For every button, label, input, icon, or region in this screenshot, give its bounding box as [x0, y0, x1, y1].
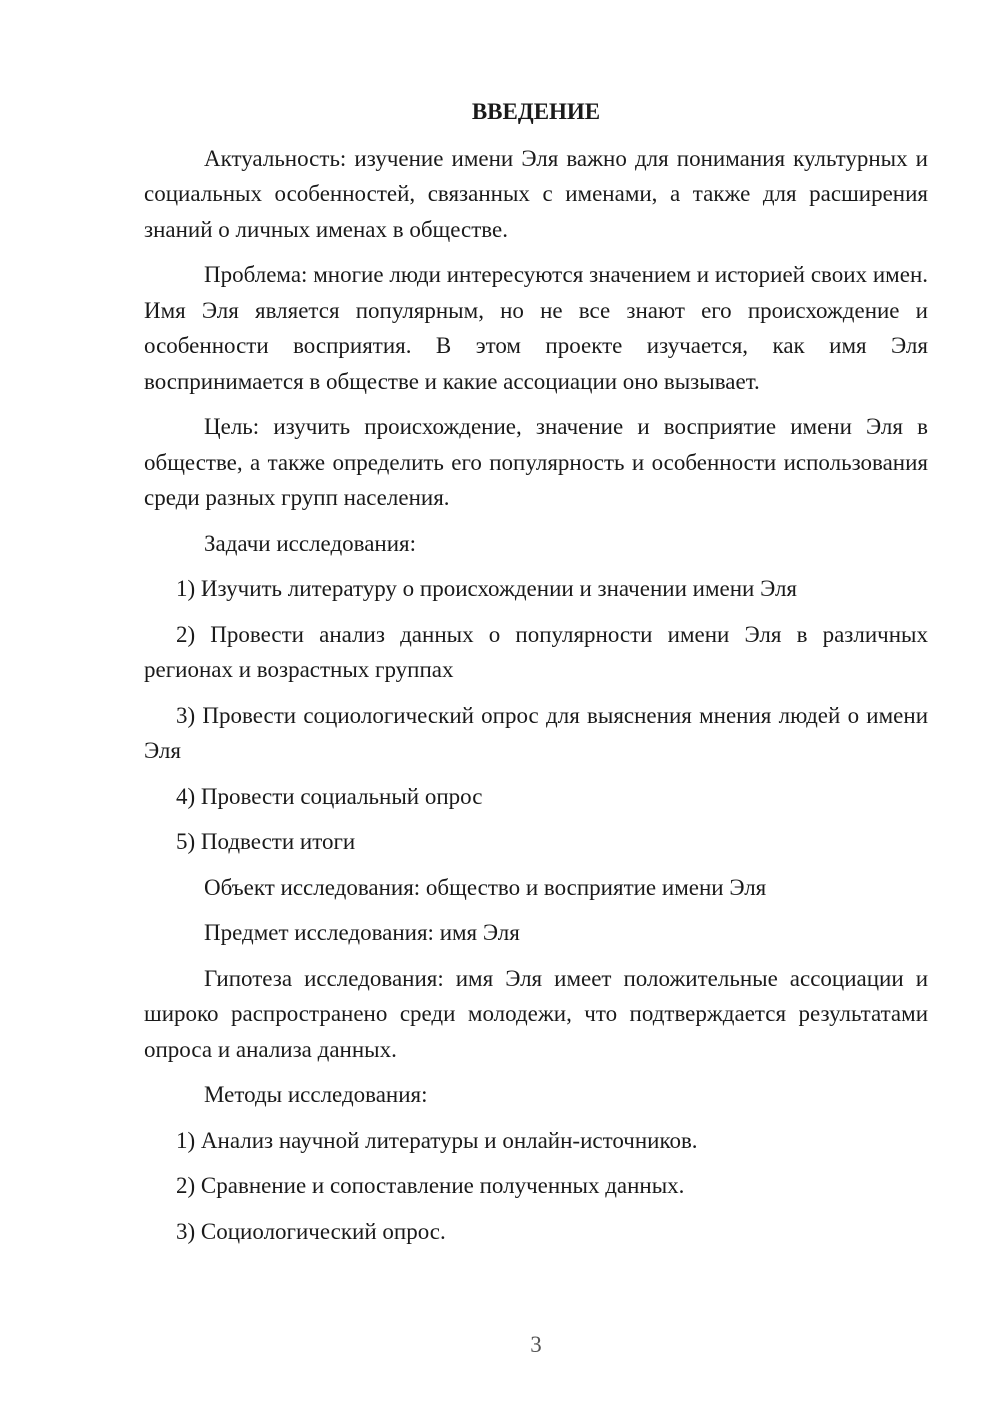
list-item: 1) Анализ научной литературы и онлайн-источников.	[176, 1127, 698, 1153]
hypothesis-paragraph: Гипотеза исследования: имя Эля имеет положительные ассоциации и широко распространено среди молодежи, что подтверждается результатами опроса и анализа данных.	[144, 965, 928, 1062]
list-item: 2) Провести анализ данных о популярности имени Эля в различных регионах и возрастных группах	[144, 621, 928, 682]
list-item: 3) Социологический опрос.	[176, 1218, 446, 1244]
goal-paragraph: Цель: изучить происхождение, значение и восприятие имени Эля в обществе, а также определить его популярность и особенности использования среди разных групп населения.	[144, 414, 928, 510]
methods-heading: Методы исследования:	[204, 1082, 428, 1107]
problem-paragraph: Проблема: многие люди интересуются значением и историей своих имен. Имя Эля является популярным, но не все знают его происхождение и особенности восприятия. В этом проекте изучается, как имя Эля воспринимается в обществе и какие ассоциации оно вызывает.	[144, 262, 928, 394]
list-item: 4) Провести социальный опрос	[176, 783, 483, 809]
subject-paragraph: Предмет исследования: имя Эля	[204, 920, 520, 945]
page-number: 3	[530, 1332, 542, 1357]
list-item: 5) Подвести итоги	[176, 829, 356, 854]
list-item: 2) Сравнение и сопоставление полученных данных.	[176, 1173, 685, 1198]
list-item: 1) Изучить литературу о происхождении и значении имени Эля	[176, 576, 798, 601]
page-content	[144, 94, 928, 1259]
list-item: 3) Провести социологический опрос для выяснения мнения людей о имени Эля	[144, 702, 928, 763]
section-title: ВВЕДЕНИЕ	[471, 99, 601, 124]
tasks-list	[144, 571, 928, 860]
relevance-paragraph: Актуальность: изучение имени Эля важно для понимания культурных и социальных особенностей, связанных с именами, а также для расширения знаний о личных именах в обществе.	[144, 145, 928, 242]
object-paragraph: Объект исследования: общество и восприятие имени Эля	[204, 874, 767, 900]
tasks-heading: Задачи исследования:	[204, 530, 417, 556]
methods-list	[144, 1123, 928, 1250]
